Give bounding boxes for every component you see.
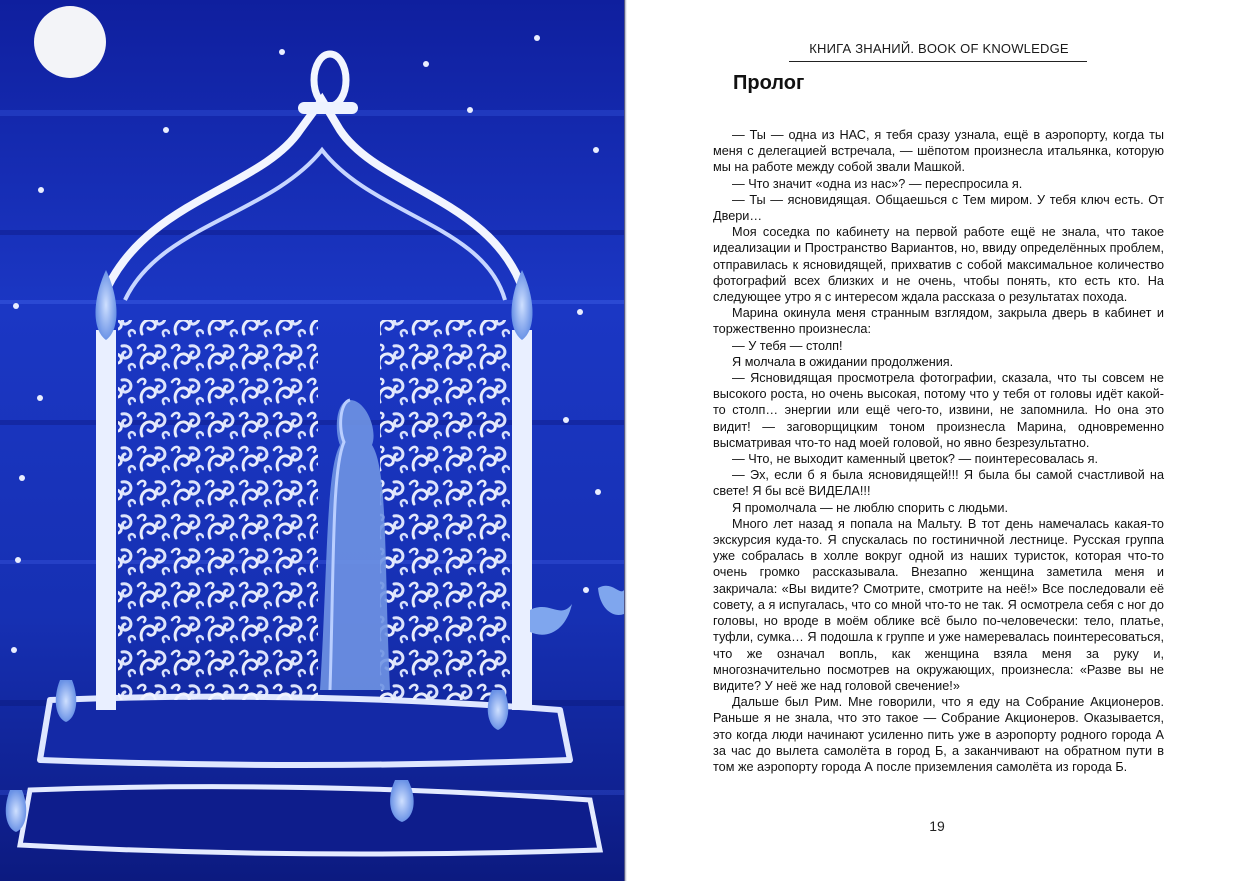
- paragraph: Моя соседка по кабинету на первой работе ещё не знала, что такое идеализации и Пространство Вариантов, но, ввиду определённых проблем, отправилась к ясновидящей, прихватив с собой максимальное количество фотографий всех близких и не очень, чтобы понять, кто есть кто. На следующее утро я с интересом ждала рассказа о результатах похода.: [713, 225, 1164, 305]
- running-head: КНИГА ЗНАНИЙ. BOOK OF KNOWLEDGE: [809, 41, 1069, 56]
- paragraph: Я промолчала — не люблю спорить с людьми.: [732, 500, 1009, 515]
- paragraph: Марина окинула меня странным взглядом, закрыла дверь в кабинет и торжественно произнесла:: [713, 306, 1164, 337]
- body-text: [713, 127, 1164, 775]
- paragraph: — Что, не выходит каменный цветок? — поинтересовалась я.: [732, 452, 1099, 467]
- paragraph: — У тебя — столп!: [732, 338, 843, 353]
- paragraph: Дальше был Рим. Мне говорили, что я еду на Собрание Акционеров. Раньше я не знала, что это такое — Собрание Акционеров. Оказывается, это когда люди начинают усиленно пить уже в аэропорту родного города А за час до вылета самолёта в город Б, а заканчивают на обратном пути в том же аэропорту города А после приземления самолёта из города Б.: [713, 695, 1164, 774]
- paragraph: Много лет назад я попала на Мальту. В тот день намечалась какая-то экскурсия куда-то. Я спускалась по гостиничной лестнице. Русская группа уже собралась в холле вокруг одной из наших туристок, которая что-то очень громко рассказывала. Внезапно женщина заметила меня и закричала: «Вы видите? Смотрите, смотрите на неё!» Все последовали её совету, а я испугалась, что со мной что-то не так. Я осмотрела себя с ног до головы, но вроде в моём облике всё было по-человечески: тело, платье, туфли, сумка… Я подошла к группе и уже намеревалась поинтересоваться, что же означал вопль, как женщина взяла меня за руку и, многозначительно посмотрев на окружающих, произнесла: «Разве вы не видите? У неё же над головой свечение!»: [713, 516, 1164, 693]
- paragraph: Я молчала в ожидании продолжения.: [732, 354, 954, 369]
- paragraph: — Ты — одна из НАС, я тебя сразу узнала, ещё в аэропорту, когда ты меня с делегацией встречала, — шёпотом произнесла итальянка, которую мы на работе между собой звали Машкой.: [713, 128, 1164, 175]
- paragraph: — Эх, если б я была ясновидящей!!! Я была бы самой счастливой на свете! Я бы всё ВИДЕЛА!!!: [713, 468, 1164, 499]
- chapter-title: Пролог: [733, 72, 805, 94]
- paragraph: — Ты — ясновидящая. Общаешься с Тем миром. У тебя ключ есть. От Двери…: [713, 192, 1164, 224]
- text-page: [627, 0, 1247, 881]
- paragraph: — Что значит «одна из нас»? — переспросила я.: [732, 176, 1023, 191]
- page-number: 19: [929, 818, 945, 834]
- header-rule: [789, 61, 1087, 62]
- paragraph: — Ясновидящая просмотрела фотографии, сказала, что ты совсем не высокого роста, но очень высокая, потому что у тебя от головы идёт какой-то столп… энергии или ещё чего-то, извини, не запомнила. Но она это видит! — заговорщицким тоном произнесла Марина, одновременно высматривая что-то над моей головой, но явно безрезультатно.: [713, 371, 1164, 450]
